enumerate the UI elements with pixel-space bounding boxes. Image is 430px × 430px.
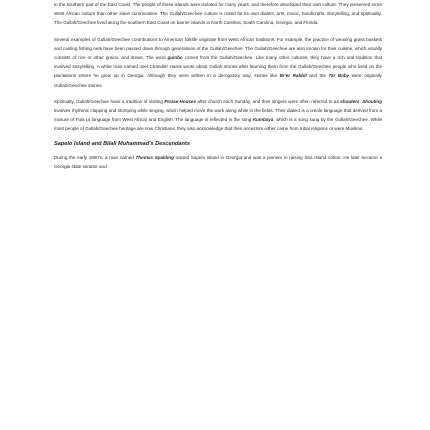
text-run: During the early 1800's, a man named	[54, 154, 136, 160]
text-run: after church each Sunday, and their singers were often referred to as	[196, 98, 341, 104]
emphasis-gumbo: gumbo	[167, 55, 183, 61]
text-run: involves rhythmic clapping and stomping while singing, which helped move the work along while in the fields. Their dialect is a creole language that derived from a mixture of Fula (a language from West Africa) and English. The language is reflected in the song	[54, 108, 382, 123]
paragraph-spirituality	[54, 97, 382, 134]
text-run: .	[359, 98, 363, 104]
text-run: were originally Gullah/Geechee stories.	[54, 73, 383, 88]
paragraph-gullah-intro: in the southern part of the East Coast. The people of these islands were isolated for many years, and therefore developed their own culture. They preserved more West African culture than other slave communities. The Gullah/Geechee culture is noted for its own dialect, arts, music, handicrafts, storytelling, and spirituality. The Gullah/Geechee lived along the southern East Coast on barrier islands in North Carolina, South Carolina, Georgia, and Florida.	[54, 2, 382, 26]
paragraph-thomas-spalding	[54, 153, 382, 171]
text-run: owned Sapelo Island in Georgia and was a pioneer in raising Sea Island cotton. He later became a Georgia state senator and	[54, 154, 382, 169]
emphasis-praise-houses: Praise Houses	[164, 98, 196, 104]
text-run: Spiritually, Gullah/Geechee have a tradition of visiting	[54, 98, 165, 104]
section-heading: Sapelo Island and Bilali Muhammad's Descendants	[54, 140, 190, 147]
text-run: comes from the Gullah/Geechee. Like many other cultures, they have a rich oral tradition that involved storytelling. A white man named Joel Chandler Harris wrote about Gullah stories after learning them from the Gullah/Geechee people who lived on the plantations where he grew up in Georgia. Although they were written in a derogatory way, stories like	[54, 55, 382, 79]
emphasis-kumbaya: Kumbaya	[252, 117, 274, 123]
emphasis-tar-baby: Tar Baby	[328, 73, 350, 79]
emphasis-brer-rabbit: Br'er Rabbit	[279, 73, 307, 79]
emphasis-shouting: Shouting	[362, 98, 383, 104]
emphasis-thomas-spalding: Thomas Spalding	[135, 154, 174, 160]
text-run: and the	[306, 73, 329, 79]
paragraph-folklife-contributions	[54, 35, 382, 90]
emphasis-shouters: shouters	[340, 98, 360, 104]
text-run: , which is a song sung by the Gullah/Geechee. While most people of Gullah/Geechee heritage are now Christians, they also acknowledge that their ancestors either came from tribal religions or were Muslims.	[54, 117, 383, 132]
text-run: Several examples of Gullah/Geechee contributions to American folklife originate from West African traditions. For example, the practice of weaving grass baskets and casting fishing nets have been passed down through generations of the Gullah/Geechee. The Gullah/Geechee are also known for their cuisine, which usually consists of rice or other grains, and stews. The word	[54, 36, 382, 61]
